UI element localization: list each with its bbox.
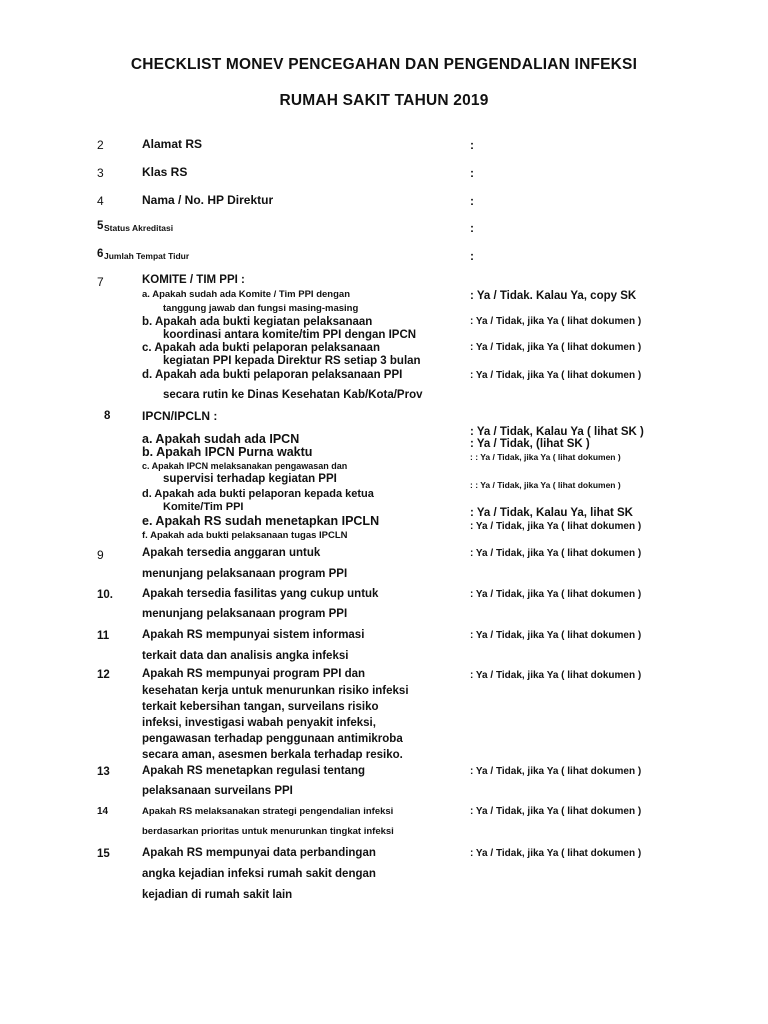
answer-option: : Ya / Tidak, jika Ya ( lihat dokumen ): [470, 630, 642, 641]
section-title: IPCN/IPCLN :: [142, 409, 218, 423]
answer-option: : Ya / Tidak, jika Ya ( lihat dokumen ): [470, 548, 642, 559]
question-line: pelaksanaan surveilans PPI: [142, 785, 293, 797]
document-title: CHECKLIST MONEV PENCEGAHAN DAN PENGENDALIAN INFEKSI: [130, 56, 638, 73]
answer-option: : : Ya / Tidak, jika Ya ( lihat dokumen ): [470, 480, 621, 490]
section-title: KOMITE / TIM PPI :: [142, 274, 245, 286]
question-line: angka kejadian infeksi rumah sakit dengan: [142, 868, 376, 880]
answer-option: : Ya / Tidak, jika Ya ( lihat dokumen ): [470, 848, 642, 859]
answer-option: : : Ya / Tidak, jika Ya ( lihat dokumen ): [470, 452, 621, 462]
row-number: 6: [97, 248, 104, 260]
field-value-klas: :: [470, 166, 474, 180]
question-line: tanggung jawab dan fungsi masing-masing: [163, 303, 359, 314]
row-number: 14: [97, 806, 109, 817]
row-number: 12: [97, 669, 110, 681]
question-line: supervisi terhadap kegiatan PPI: [163, 473, 337, 485]
question-line: c. Apakah ada bukti pelaporan pelaksanaan: [142, 342, 380, 354]
answer-option: : Ya / Tidak, jika Ya ( lihat dokumen ): [470, 316, 642, 327]
answer-option: : Ya / Tidak, jika Ya ( lihat dokumen ): [470, 670, 642, 681]
field-value-tempat-tidur: :: [470, 249, 474, 263]
answer-option: : Ya / Tidak, jika Ya ( lihat dokumen ): [470, 589, 642, 600]
row-number: 15: [97, 848, 110, 860]
question-line: pengawasan terhadap penggunaan antimikroba: [142, 733, 403, 745]
answer-option: : Ya / Tidak, jika Ya ( lihat dokumen ): [470, 370, 642, 381]
question-line: Apakah RS melaksanakan strategi pengendalian infeksi: [142, 806, 394, 817]
answer-option: : Ya / Tidak, jika Ya ( lihat dokumen ): [470, 521, 642, 532]
field-label-direktur: Nama / No. HP Direktur: [142, 193, 274, 207]
question-line: Apakah RS mempunyai data perbandingan: [142, 847, 376, 859]
answer-option: : Ya / Tidak. Kalau Ya, copy SK: [470, 290, 637, 302]
question-line: d. Apakah ada bukti pelaporan pelaksanaan PPI: [142, 369, 403, 381]
question-line: terkait data dan analisis angka infeksi: [142, 650, 349, 662]
field-value-direktur: :: [470, 194, 474, 208]
row-number: 7: [97, 275, 104, 289]
answer-option: : Ya / Tidak, Kalau Ya ( lihat SK ): [470, 426, 644, 438]
row-number: 2: [97, 138, 104, 152]
question-line: a. Apakah sudah ada IPCN: [142, 432, 300, 446]
question-line: terkait kebersihan tangan, surveilans risiko: [142, 701, 379, 713]
row-number: 9: [97, 548, 104, 562]
question-line: kejadian di rumah sakit lain: [142, 889, 293, 901]
field-value-akreditasi: :: [470, 221, 474, 235]
question-line: berdasarkan prioritas untuk menurunkan tingkat infeksi: [142, 826, 394, 837]
field-label-tempat-tidur: Jumlah Tempat Tidur: [104, 251, 190, 261]
question-line: c. Apakah IPCN melaksanakan pengawasan dan: [142, 461, 348, 471]
field-value-alamat: :: [470, 138, 474, 152]
row-number: 8: [104, 410, 111, 422]
question-line: menunjang pelaksanaan program PPI: [142, 568, 348, 580]
question-line: Apakah tersedia anggaran untuk: [142, 547, 321, 559]
question-line: infeksi, investigasi wabah penyakit infeksi,: [142, 717, 376, 729]
question-line: kegiatan PPI kepada Direktur RS setiap 3 bulan: [163, 355, 421, 367]
row-number: 4: [97, 194, 104, 208]
question-line: Apakah RS menetapkan regulasi tentang: [142, 765, 366, 777]
answer-option: : Ya / Tidak, jika Ya ( lihat dokumen ): [470, 766, 642, 777]
row-number: 5: [97, 220, 104, 232]
question-line: Apakah RS mempunyai program PPI dan: [142, 668, 366, 680]
answer-option: : Ya / Tidak, jika Ya ( lihat dokumen ): [470, 342, 642, 353]
question-line: secara aman, asesmen berkala terhadap resiko.: [142, 749, 403, 761]
row-number: 3: [97, 166, 104, 180]
question-line: Apakah RS mempunyai sistem informasi: [142, 629, 365, 641]
row-number: 10.: [97, 589, 113, 601]
question-line: b. Apakah ada bukti kegiatan pelaksanaan: [142, 316, 373, 328]
field-label-akreditasi: Status Akreditasi: [104, 223, 174, 233]
field-label-klas: Klas RS: [142, 165, 188, 179]
question-line: b. Apakah IPCN Purna waktu: [142, 445, 313, 459]
field-label-alamat: Alamat RS: [142, 137, 203, 151]
row-number: 11: [97, 630, 110, 642]
question-line: d. Apakah ada bukti pelaporan kepada ketua: [142, 488, 374, 500]
question-line: a. Apakah sudah ada Komite / Tim PPI dengan: [142, 289, 350, 300]
question-line: secara rutin ke Dinas Kesehatan Kab/Kota/Prov: [163, 389, 423, 401]
question-line: f. Apakah ada bukti pelaksanaan tugas IPCLN: [142, 530, 348, 541]
question-line: kesehatan kerja untuk menurunkan risiko infeksi: [142, 685, 409, 697]
answer-option: : Ya / Tidak, jika Ya ( lihat dokumen ): [470, 806, 642, 817]
document-subtitle: RUMAH SAKIT TAHUN 2019: [279, 92, 489, 109]
row-number: 13: [97, 766, 110, 778]
question-line: e. Apakah RS sudah menetapkan IPCLN: [142, 514, 380, 528]
answer-option: : Ya / Tidak, (lihat SK ): [470, 438, 590, 450]
question-line: menunjang pelaksanaan program PPI: [142, 608, 348, 620]
answer-option: : Ya / Tidak, Kalau Ya, lihat SK: [470, 507, 633, 519]
question-line: koordinasi antara komite/tim PPI dengan IPCN: [163, 329, 417, 341]
question-line: Komite/Tim PPI: [163, 501, 244, 513]
question-line: Apakah tersedia fasilitas yang cukup untuk: [142, 588, 379, 600]
